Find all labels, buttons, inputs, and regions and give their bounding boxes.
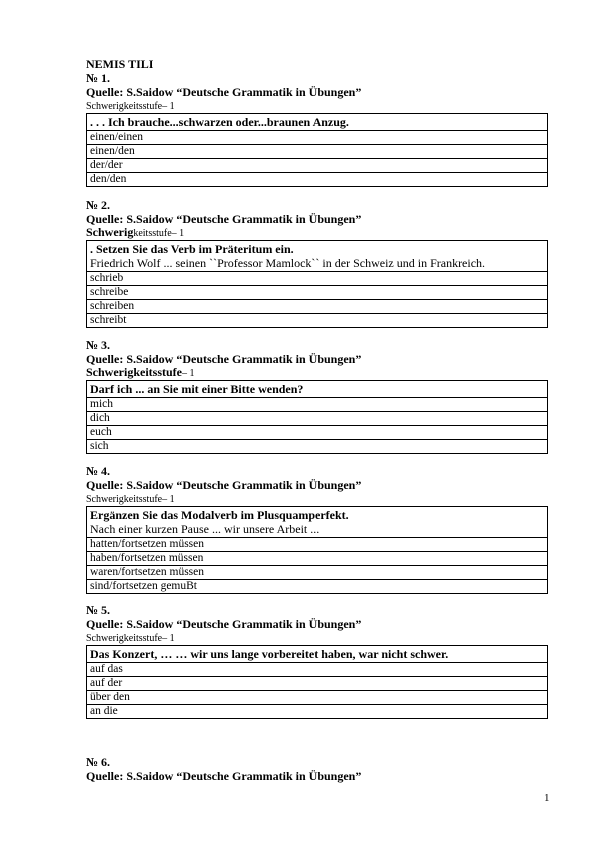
question-number: № 6. — [86, 755, 111, 769]
difficulty-level — [86, 366, 548, 380]
question-note: Nach einer kurzen Pause ... wir unsere Arbeit ... — [90, 522, 320, 536]
answer-option[interactable]: einen/den — [87, 145, 547, 159]
question-note: Friedrich Wolf ... seinen ``Professor Mamlock`` in der Schweiz und in Frankreich. — [90, 256, 486, 270]
question-number: № 5. — [86, 603, 111, 617]
question-number: № 1. — [86, 71, 111, 85]
question-text: Das Konzert, … … wir uns lange vorbereitet haben, war nicht schwer. — [90, 647, 449, 661]
difficulty-level-rest: Schwerigkeitsstufe– 1 — [86, 494, 175, 505]
difficulty-level — [86, 226, 548, 240]
difficulty-level — [86, 492, 548, 506]
question-source: Quelle: S.Saidow “Deutsche Grammatik in Übungen” — [86, 769, 362, 783]
question-source: Quelle: S.Saidow “Deutsche Grammatik in Übungen” — [86, 617, 362, 631]
question-source: Quelle: S.Saidow “Deutsche Grammatik in Übungen” — [86, 85, 362, 99]
question-block-4 — [86, 464, 548, 594]
difficulty-level-rest: – 1 — [182, 368, 195, 379]
question-block-1 — [86, 71, 548, 187]
answer-option[interactable]: schreiben — [87, 300, 547, 314]
answer-option[interactable]: schrieb — [87, 272, 547, 286]
answer-option[interactable]: den/den — [90, 173, 127, 185]
answer-option[interactable]: schreibe — [87, 286, 547, 300]
difficulty-level-rest: Schwerigkeitsstufe– 1 — [86, 633, 175, 644]
question-source: Quelle: S.Saidow “Deutsche Grammatik in Übungen” — [86, 212, 362, 226]
answer-option[interactable]: einen/einen — [87, 131, 547, 145]
question-table — [86, 380, 548, 454]
question-text-cell — [87, 507, 547, 538]
question-text-cell — [87, 114, 547, 131]
answer-option[interactable]: mich — [87, 398, 547, 412]
question-text-cell — [87, 381, 547, 398]
question-block-5 — [86, 603, 548, 719]
answer-option[interactable]: sich — [90, 440, 109, 452]
question-number: № 4. — [86, 464, 111, 478]
answer-option[interactable]: an die — [90, 705, 118, 717]
question-text: . Setzen Sie das Verb im Präteritum ein. — [90, 242, 294, 256]
question-number: № 3. — [86, 338, 111, 352]
difficulty-level-rest: Schwerigkeitsstufe– 1 — [86, 101, 175, 112]
question-block-2 — [86, 198, 548, 328]
answer-option[interactable]: schreibt — [90, 314, 127, 326]
question-source: Quelle: S.Saidow “Deutsche Grammatik in Übungen” — [86, 478, 362, 492]
answer-option[interactable]: auf das — [87, 663, 547, 677]
answer-option[interactable]: sind/fortsetzen gemuBt — [90, 580, 197, 592]
difficulty-level-bold: Schwerigkeitsstufe — [86, 365, 182, 379]
question-text: Darf ich ... an Sie mit einer Bitte wenden? — [90, 382, 304, 396]
answer-option[interactable]: hatten/fortsetzen müssen — [87, 538, 547, 552]
question-table — [86, 645, 548, 719]
answer-option[interactable]: über den — [87, 691, 547, 705]
answer-option[interactable]: der/der — [87, 159, 547, 173]
answer-option[interactable]: waren/fortsetzen müssen — [87, 566, 547, 580]
document-title: NEMIS TILI — [86, 57, 154, 71]
answer-option[interactable]: haben/fortsetzen müssen — [87, 552, 547, 566]
question-text: . . . Ich brauche...schwarzen oder...braunen Anzug. — [90, 115, 349, 129]
question-text-cell — [87, 241, 547, 272]
question-text-cell — [87, 646, 547, 663]
page-number: 1 — [544, 792, 550, 804]
difficulty-level-bold: Schwerig — [86, 225, 134, 239]
difficulty-level — [86, 99, 548, 113]
question-block-6 — [86, 755, 548, 783]
question-number: № 2. — [86, 198, 111, 212]
question-source: Quelle: S.Saidow “Deutsche Grammatik in Übungen” — [86, 352, 362, 366]
question-block-3 — [86, 338, 548, 454]
question-table — [86, 240, 548, 328]
question-table — [86, 113, 548, 187]
difficulty-level-rest: keitsstufe– 1 — [133, 228, 185, 239]
difficulty-level — [86, 631, 548, 645]
question-table — [86, 506, 548, 594]
question-text: Ergänzen Sie das Modalverb im Plusquamperfekt. — [90, 508, 349, 522]
answer-option[interactable]: auf der — [87, 677, 547, 691]
answer-option[interactable]: dich — [87, 412, 547, 426]
answer-option[interactable]: euch — [87, 426, 547, 440]
